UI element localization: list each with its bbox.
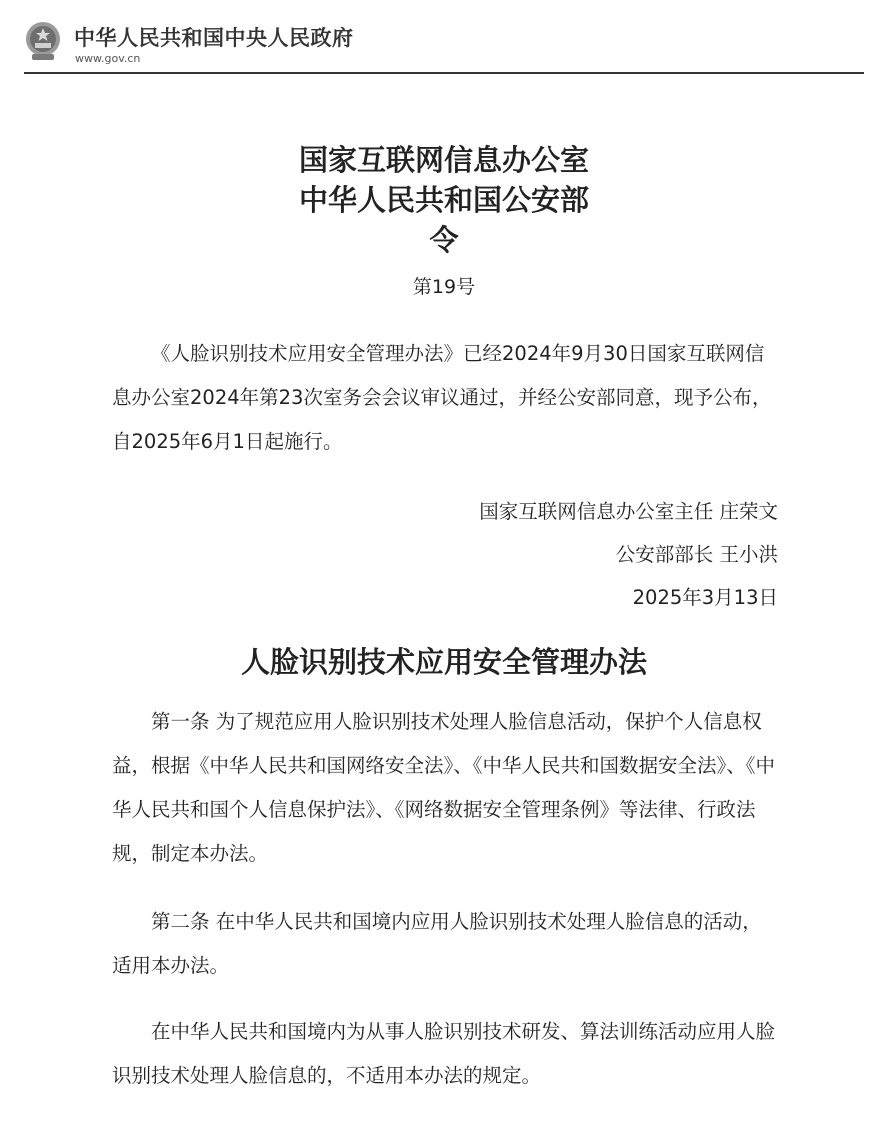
decree-body: 《人脸识别技术应用安全管理办法》已经2024年9月30日国家互联网信息办公室2024年第23次室务会会议审议通过，并经公安部同意，现予公布，自2025年6月1日起施行。 <box>112 342 772 453</box>
issuer-mps: 中华人民共和国公安部 <box>298 183 589 217</box>
site-name[interactable]: 中华人民共和国中央人民政府 <box>74 26 354 50</box>
law-title: 人脸识别技术应用安全管理办法 <box>240 645 647 679</box>
site-header <box>24 16 864 74</box>
signature-block <box>479 490 778 619</box>
article-2-clause-2: 在中华人民共和国境内为从事人脸识别技术研发、算法训练活动应用人脸识别技术处理人脸信息的，不适用本办法的规定。 <box>112 1020 776 1087</box>
signature-cac-director: 国家互联网信息办公室主任 庄荣文 <box>479 500 778 523</box>
issuer-cac: 国家互联网信息办公室 <box>298 143 589 177</box>
signature-mps-minister: 公安部部长 王小洪 <box>615 543 778 566</box>
decree-word: 令 <box>429 223 459 257</box>
decree-issuers <box>0 140 888 260</box>
decree-number: 第19号 <box>412 276 476 298</box>
site-url[interactable]: www.gov.cn <box>75 52 141 65</box>
article-1: 第一条 为了规范应用人脸识别技术处理人脸信息活动，保护个人信息权益，根据《中华人民共和国网络安全法》、《中华人民共和国数据安全法》、《中华人民共和国个人信息保护法》、《网络数据安全管理条例》等法律、行政法规，制定本办法。 <box>112 710 776 865</box>
article-2: 第二条 在中华人民共和国境内应用人脸识别技术处理人脸信息的活动，适用本办法。 <box>112 910 762 977</box>
decree-date: 2025年3月13日 <box>632 586 778 609</box>
national-emblem-icon <box>24 20 62 62</box>
